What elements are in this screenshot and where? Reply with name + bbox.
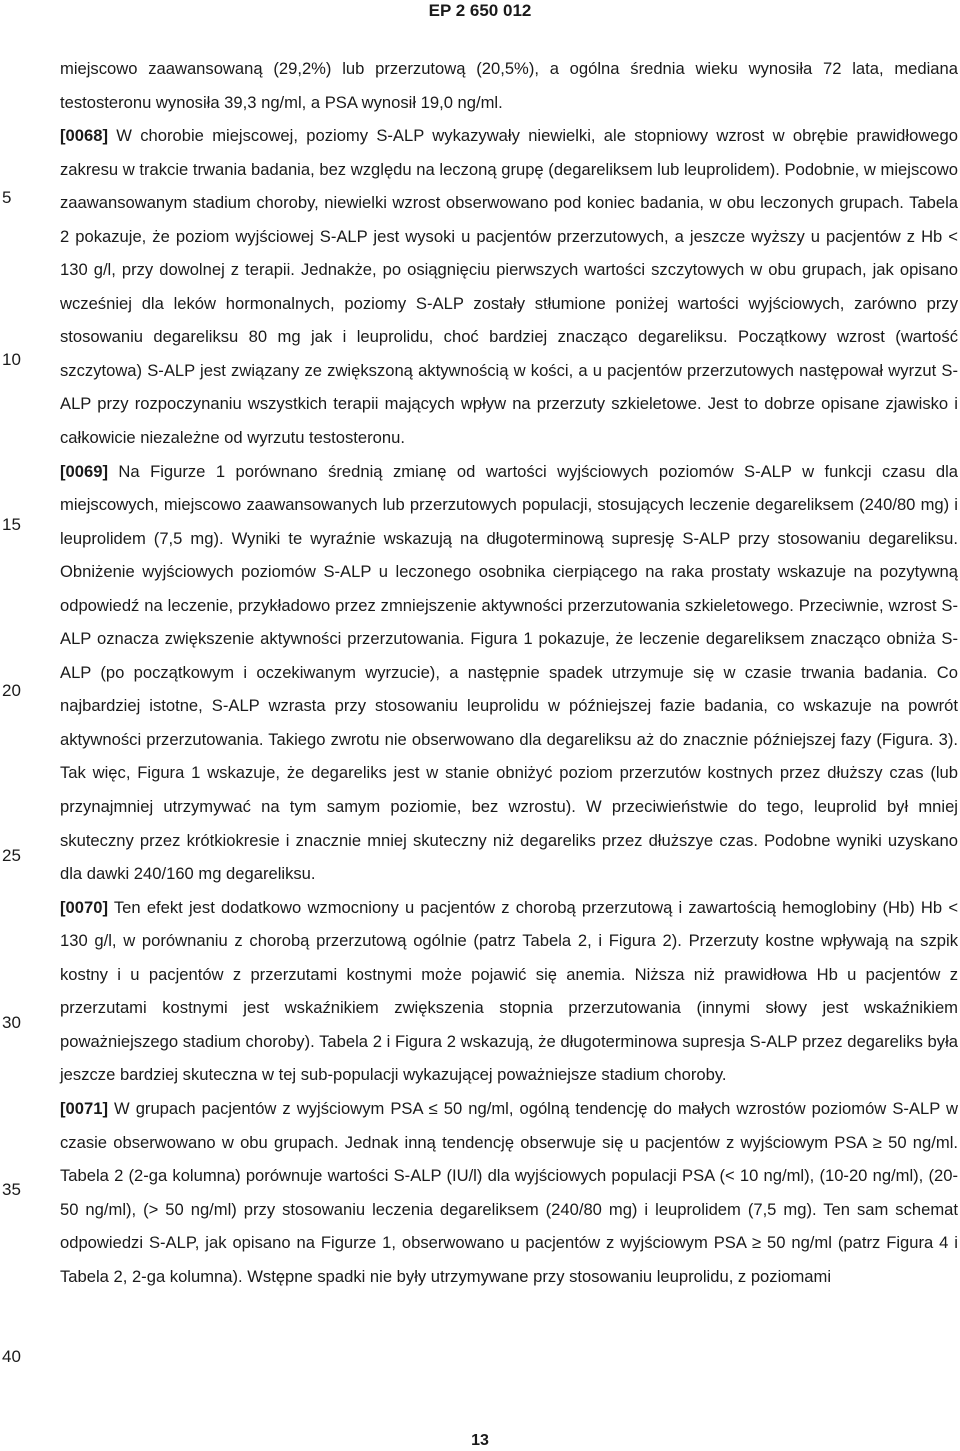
- document-header: [0, 0, 960, 22]
- paragraph-0071: [60, 1092, 958, 1293]
- page-number: 13: [471, 1432, 489, 1449]
- paragraph-0068: [60, 119, 958, 454]
- document-id: EP 2 650 012: [428, 1, 532, 20]
- document-body: [60, 52, 958, 1293]
- line-number: 10: [2, 350, 21, 369]
- line-number: 30: [2, 1013, 21, 1032]
- line-number: 15: [2, 515, 21, 534]
- paragraph-0070: [60, 891, 958, 1092]
- page-footer: [0, 1431, 960, 1451]
- paragraph-text: W chorobie miejscowej, poziomy S-ALP wykazywały niewielki, ale stopniowy wzrost w obrębie prawidłowego zakresu w trakcie trwania badania, bez względu na leczoną grupę (degareliksem lub leuprolidem). Podobnie, w miejscowo zaawansowanym stadium choroby, niewielki wzrost obserwowano pod koniec badania, w obu leczonych grupach. Tabela 2 pokazuje, że poziom wyjściowej S-ALP jest wysoki u pacjentów przerzutowych, a jeszcze wyższy u pacjentów z Hb < 130 g/l, przy dowolnej z terapii. Jednakże, po osiągnięciu pierwszych wartości szczytowych w obu grupach, jak opisano wcześniej dla leków hormonalnych, poziomy S-ALP zostały stłumione poniżej wartości wyjściowych, zarówno przy stosowaniu degareliksu 80 mg jak i leuprolidu, choć bardziej znacząco degareliksu. Początkowy wzrost (wartość szczytowa) S-ALP jest związany ze zwiększoną aktywnością w kości, a u pacjentów przerzutowych następował wyrzut S-ALP przy rozpoczynaniu wszystkich terapii mających wpływ na przerzuty szkieletowe. Jest to dobrze opisane zjawisko i całkowicie niezależne od wyrzutu testosteronu.: [60, 126, 958, 448]
- paragraph-number: [0071]: [60, 1098, 108, 1118]
- line-number: 20: [2, 681, 21, 700]
- paragraph-number: [0070]: [60, 897, 108, 917]
- paragraph-0069: [60, 455, 958, 891]
- line-number: 25: [2, 846, 21, 865]
- paragraph-text: miejscowo zaawansowaną (29,2%) lub przerzutową (20,5%), a ogólna średnia wieku wynosiła 72 lata, mediana testosteronu wynosiła 39,3 ng/ml, a PSA wynosił 19,0 ng/ml.: [60, 59, 958, 112]
- line-number: 40: [2, 1347, 21, 1366]
- paragraph-text: Na Figurze 1 porównano średnią zmianę od wartości wyjściowych poziomów S-ALP w funkcji czasu dla miejscowych, miejscowo zaawansowanych lub przerzutowych populacji, stosujących leczenie degareliksem (240/80 mg) i leuprolidem (7,5 mg). Wyniki te wyraźnie wskazują na długoterminową supresję S-ALP przy stosowaniu degareliksu. Obniżenie wyjściowych poziomów S-ALP u leczonego osobnika cierpiącego na raka prostaty wskazuje na pozytywną odpowiedź na leczenie, przykładowo przez zmniejszenie aktywności przerzutowania szkieletowego. Przeciwnie, wzrost S-ALP oznacza zwiększenie aktywności przerzutowania. Figura 1 pokazuje, że leczenie degareliksem znacząco obniża S-ALP (po początkowym i oczekiwanym wyrzucie), a następnie spadek utrzymuje się w czasie trwania badania. Co najbardziej istotne, S-ALP wzrasta przy stosowaniu leuprolidu w późniejszej fazie badania, co wskazuje na powrót aktywności przerzutowania. Takiego zwrotu nie obserwowano dla degareliksu aż do znacznie późniejszej fazy (Figura. 3). Tak więc, Figura 1 wskazuje, że degareliks jest w stanie obniżyć poziom przerzutów kostnych przez dłuższy czas (lub przynajmniej utrzymywać na tym samym poziomie, bez wzrostu). W przeciwieństwie do tego, leuprolid był mniej skuteczny przez krótkiokresie i znacznie mniej skuteczny niż degareliks przez dłuższye czas. Podobne wyniki uzyskano dla dawki 240/160 mg degareliksu.: [60, 461, 958, 884]
- line-number: 35: [2, 1180, 21, 1199]
- paragraph-text: Ten efekt jest dodatkowo wzmocniony u pacjentów z chorobą przerzutową i zawartością hemoglobiny (Hb) Hb < 130 g/l, w porównaniu z chorobą przerzutową ogólnie (patrz Tabela 2, i Figura 2). Przerzuty kostne wpływają na szpik kostny i u pacjentów z przerzutami kostnymi może pojawić się anemia. Niższa niż prawidłowa Hb u pacjentów z przerzutami kostnymi jest wskaźnikiem zwiększenia stopnia przerzutowania (innymi słowy jest wskaźnikiem poważniejszego stadium choroby). Tabela 2 i Figura 2 wskazują, że długoterminowa supresja S-ALP przez degareliks była jeszcze bardziej skuteczna w tej sub-populacji wykazującej poważniejsze stadium choroby.: [60, 897, 959, 1085]
- paragraph-number: [0069]: [60, 461, 108, 481]
- paragraph-text: W grupach pacjentów z wyjściowym PSA ≤ 50 ng/ml, ogólną tendencję do małych wzrostów poziomów S-ALP w czasie obserwowano w obu grupach. Jednak inną tendencję obserwuje się u pacjentów z wyjściowym PSA ≥ 50 ng/ml. Tabela 2 (2-ga kolumna) porównuje wartości S-ALP (IU/l) dla wyjściowych populacji PSA (< 10 ng/ml), (10-20 ng/ml), (20-50 ng/ml), (> 50 ng/ml) przy stosowaniu leczenia degareliksem (240/80 mg) i leuprolidem (7,5 mg). Ten sam schemat odpowiedzi S-ALP, jak opisano na Figurze 1, obserwowano u pacjentów z wyjściowym PSA ≥ 50 ng/ml (patrz Figura 4 i Tabela 2, 2-ga kolumna). Wstępne spadki nie były utrzymywane przy stosowaniu leuprolidu, z poziomami: [60, 1098, 958, 1286]
- paragraph-number: [0068]: [60, 126, 108, 146]
- line-number-gutter: [0, 0, 40, 1451]
- line-number: 5: [2, 188, 12, 207]
- paragraph-continuation: [60, 52, 958, 119]
